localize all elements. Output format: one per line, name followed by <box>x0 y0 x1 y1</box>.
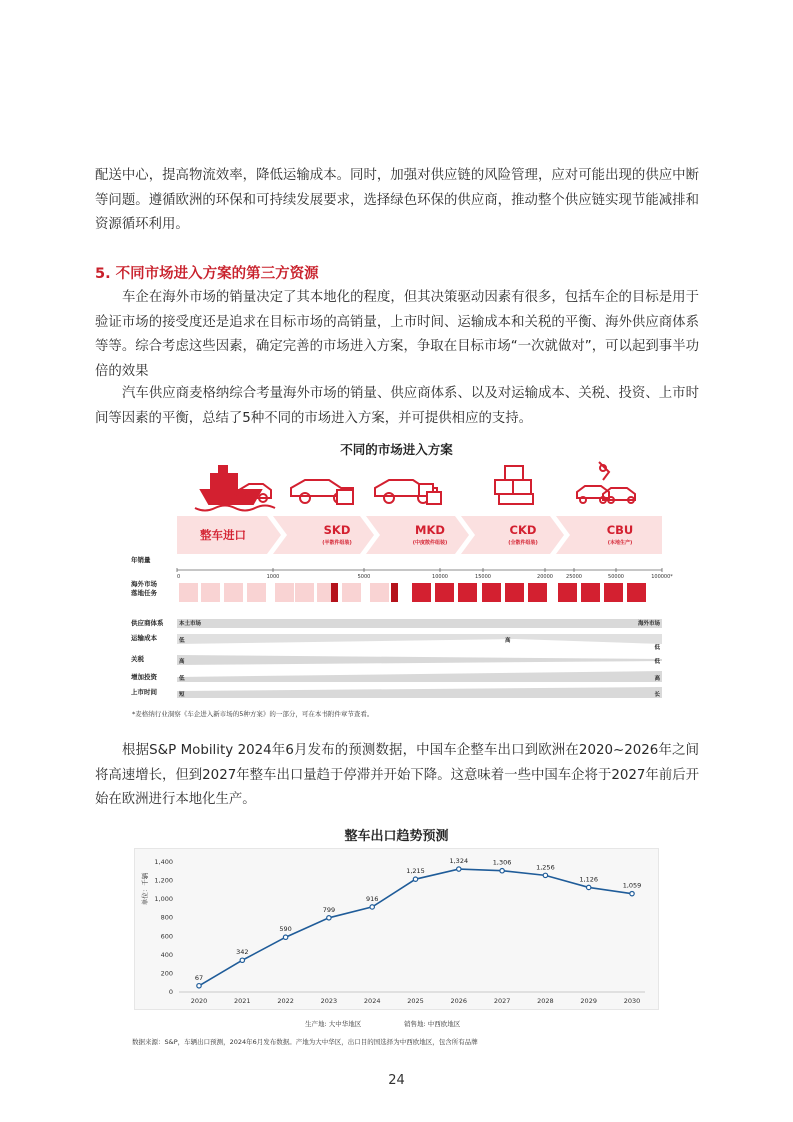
data-point <box>457 867 461 871</box>
data-label: 1,059 <box>622 881 642 890</box>
market-entry-diagram <box>125 458 673 706</box>
row-label-investment: 增加投资 <box>131 673 157 681</box>
data-point <box>327 916 331 920</box>
task-box <box>201 583 220 602</box>
ship-icon <box>195 466 275 511</box>
robot-factory-icon <box>577 462 635 503</box>
chart-title: 整车出口趋势预测 <box>344 829 449 844</box>
task-box <box>505 583 524 602</box>
row-supplier-right: 海外市场 <box>637 621 660 627</box>
legend-destination: 销售地: 中西欧地区 <box>404 1020 461 1028</box>
row-label-transport: 运输成本 <box>131 634 157 642</box>
paragraph-magna: 汽车供应商麦格纳综合考量海外市场的销量、供应商体系、以及对运输成本、关税、投资、上市时间等因素的平衡，总结了5种不同的市场进入方案，并可提供相应的支持。 <box>95 386 699 426</box>
x-tick-label: 2027 <box>493 997 511 1005</box>
stage-mkd-sub: (中度散件组装) <box>412 540 448 546</box>
x-tick-label: 2024 <box>363 997 381 1005</box>
task-box <box>391 583 398 602</box>
y-tick-label: 1,400 <box>154 858 173 866</box>
task-box <box>370 583 389 602</box>
y-tick-label: 1,000 <box>154 895 173 904</box>
data-label: 1,256 <box>536 863 555 872</box>
factor-rows <box>177 619 662 698</box>
paragraph-market-entry: 车企在海外市场的销量决定了其本地化的程度，但其决策驱动因素有很多，包括车企的目标是用于验证市场的接受度还是追求在目标市场的高销量，上市时间、运输成本和关税的平衡、海外供应商体系等等。综合考虑这些因素，确定完善的市场进入方案，争取在目标市场“一次就做对”，可以起到事半功倍的效果 <box>95 290 699 379</box>
row-investment-left: 低 <box>179 676 185 682</box>
task-label-2: 落地任务 <box>131 589 157 597</box>
page-number: 24 <box>388 1073 405 1088</box>
data-label: 1,126 <box>579 875 599 884</box>
paragraph-forecast: 根据S&P Mobility 2024年6月发布的预测数据，中国车企整车出口到欧洲在2020~2026年之间将高速增长，但到2027年整车出口量趋于停滞并开始下降。这意味着一些中国车企将于2027年前后开始在欧洲进行本地化生产。 <box>95 743 699 807</box>
volume-tick-label: 100000* <box>651 574 673 580</box>
data-point <box>630 891 634 895</box>
task-box <box>275 583 294 602</box>
stage-cbu: CBU <box>606 523 634 537</box>
volume-tick-label: 25000 <box>566 574 582 580</box>
y-tick-label: 400 <box>160 950 173 959</box>
car-with-boxes-icon <box>375 480 441 504</box>
row-label-tariff: 关税 <box>131 655 144 663</box>
y-tick-label: 0 <box>168 988 173 996</box>
data-point <box>370 905 374 909</box>
row-time-right: 长 <box>654 692 660 698</box>
volume-tick-label: 15000 <box>475 574 491 580</box>
legend-origin: 生产地: 大中华地区 <box>305 1020 362 1028</box>
task-boxes <box>179 583 646 602</box>
stage-ckd: CKD <box>509 523 537 537</box>
data-source: 数据来源：S&P，车辆出口预测，2024年6月发布数据。产地为大中华区，出口目的国选择为中西欧地区，包含所有品牌 <box>132 1038 478 1046</box>
data-label: 916 <box>365 894 379 903</box>
row-label-supplier: 供应商体系 <box>131 619 164 627</box>
data-label: 1,306 <box>492 858 512 867</box>
diagram-note: *麦格纳行业洞察《车企进入新市场的5种方案》的一部分，可在本书附件章节查看。 <box>132 710 374 718</box>
data-label: 1,324 <box>449 857 469 866</box>
data-point <box>587 885 591 889</box>
x-tick-label: 2021 <box>234 997 251 1005</box>
x-tick-label: 2025 <box>407 997 424 1005</box>
task-box <box>179 583 198 602</box>
volume-tick-label: 5000 <box>357 574 371 580</box>
data-label: 590 <box>279 925 292 934</box>
task-box <box>331 583 338 602</box>
task-box <box>627 583 646 602</box>
task-box <box>604 583 623 602</box>
stage-skd: SKD <box>323 523 351 537</box>
data-point <box>413 877 417 881</box>
row-investment-right: 高 <box>654 676 660 682</box>
task-box <box>482 583 501 602</box>
stage-mkd: MKD <box>415 523 445 537</box>
volume-tick-label: 50000 <box>608 574 624 580</box>
x-tick-label: 2020 <box>190 997 208 1005</box>
diagram-title: 不同的市场进入方案 <box>340 442 453 457</box>
volume-tick-label: 10000 <box>432 574 448 580</box>
task-box <box>247 583 266 602</box>
task-box <box>528 583 547 602</box>
row-transport-right: 低 <box>654 645 660 651</box>
row-transport-mid: 高 <box>505 638 511 644</box>
y-axis-label: 单位：千辆 <box>141 872 149 906</box>
chart-area <box>134 848 659 1010</box>
data-label: 799 <box>322 905 336 914</box>
x-tick-label: 2023 <box>320 997 338 1005</box>
task-box <box>558 583 577 602</box>
task-box <box>581 583 600 602</box>
stage-cbu-import: 整车进口 <box>200 528 246 542</box>
row-label-time: 上市时间 <box>131 688 157 696</box>
volume-label: 年销量 <box>131 556 151 564</box>
task-box <box>435 583 454 602</box>
data-label: 342 <box>236 948 249 957</box>
task-box <box>295 583 314 602</box>
data-point <box>500 869 504 873</box>
task-box <box>342 583 361 602</box>
y-tick-label: 800 <box>160 913 173 922</box>
x-tick-label: 2030 <box>623 997 641 1005</box>
stage-ckd-sub: (全散件组装) <box>508 540 538 546</box>
x-tick-label: 2028 <box>537 997 554 1005</box>
data-point <box>197 984 201 988</box>
x-tick-label: 2022 <box>277 997 294 1005</box>
task-box <box>412 583 431 602</box>
data-label: 67 <box>194 973 204 982</box>
task-box <box>458 583 477 602</box>
car-with-box-icon <box>291 480 353 504</box>
line-chart <box>135 849 658 1009</box>
y-tick-label: 600 <box>160 932 173 941</box>
data-point <box>543 873 547 877</box>
y-tick-label: 200 <box>160 969 173 978</box>
data-label: 1,215 <box>406 867 425 876</box>
paragraph-supply-chain: 配送中心，提高物流效率，降低运输成本。同时，加强对供应链的风险管理，应对可能出现的供应中断等问题。遵循欧洲的环保和可持续发展要求，选择绿色环保的供应商，推动整个供应链实现节能减排和资源循环利用。 <box>95 168 699 232</box>
stage-skd-sub: (半散件组装) <box>322 540 352 546</box>
x-tick-label: 2026 <box>450 997 468 1005</box>
volume-tick-label: 1000 <box>266 574 280 580</box>
task-label-1: 海外市场 <box>131 580 157 588</box>
row-tariff-right: 低 <box>654 659 660 665</box>
stage-cbu-sub: (本地生产) <box>607 540 633 546</box>
x-tick-label: 2029 <box>580 997 597 1005</box>
y-tick-label: 1,200 <box>154 876 173 885</box>
row-time-left: 短 <box>179 692 185 698</box>
boxes-stack-icon <box>495 466 533 504</box>
row-transport-left: 低 <box>179 638 185 644</box>
volume-tick-label: 20000 <box>537 574 553 580</box>
task-box <box>224 583 243 602</box>
series-line <box>199 869 632 986</box>
row-supplier-left: 本土市场 <box>179 621 202 627</box>
data-point <box>240 958 244 962</box>
volume-tick-label: 0 <box>177 574 181 580</box>
row-tariff-left: 高 <box>179 659 185 665</box>
data-point <box>283 935 287 939</box>
section-heading: 5. 不同市场进入方案的第三方资源 <box>95 266 319 282</box>
